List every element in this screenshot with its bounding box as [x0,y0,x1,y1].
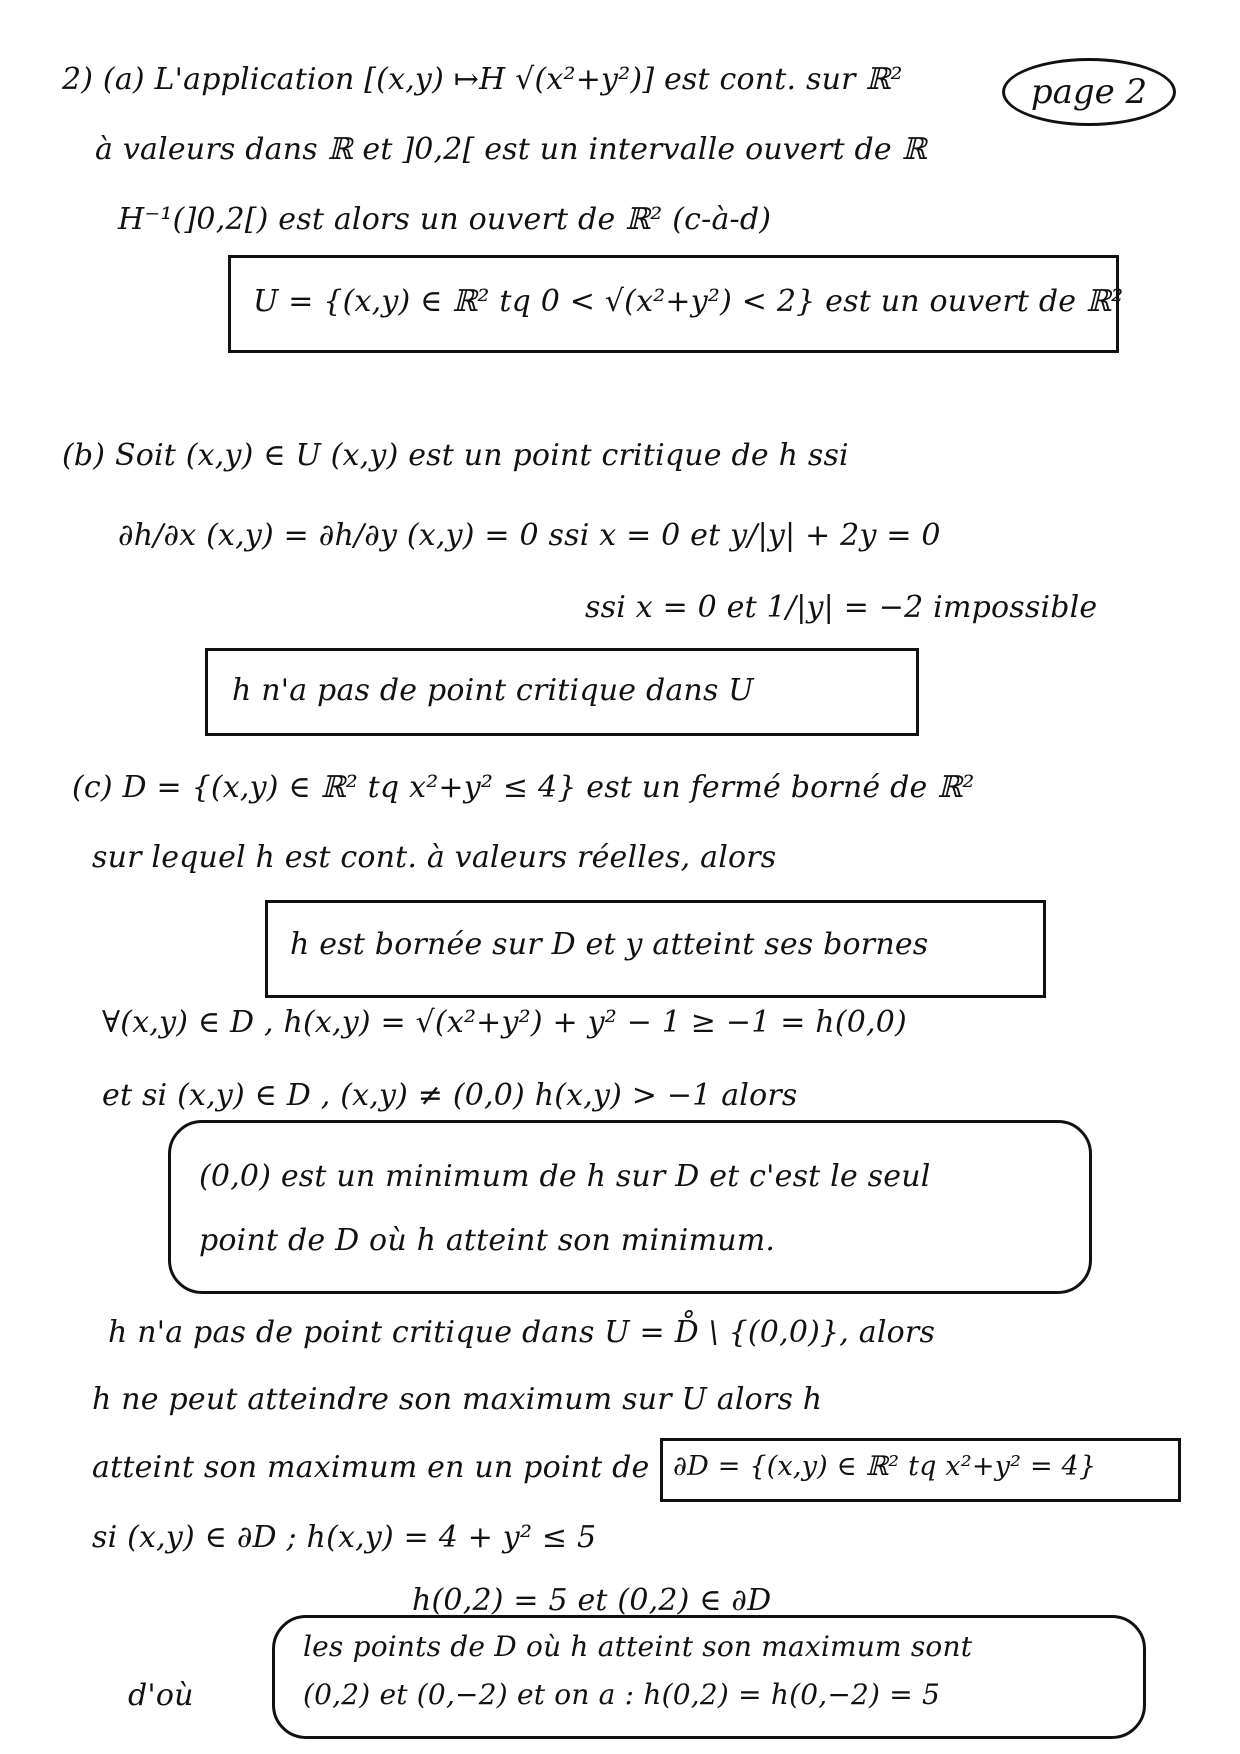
boxed-result-minimum [168,1120,1092,1294]
line-values-interval: à valeurs dans ℝ et ]0,2[ est un intervalle ouvert de ℝ [95,132,927,167]
boxed-result-u-open [228,255,1124,353]
line-preimage-open: H⁻¹(]0,2[) est alors un ouvert de ℝ² (c-à-d) [118,202,772,237]
boxed-result-bounded [265,900,1046,998]
line-part-b-intro: (b) Soit (x,y) ∈ U (x,y) est un point critique de h ssi [62,438,849,473]
boxed-result-maximum [272,1615,1146,1739]
page-number-tag: page 2 [1002,58,1176,126]
box-maximum-line-1: les points de D où h atteint son maximum sont [303,1630,973,1663]
line-h-on-boundary: si (x,y) ∈ ∂D ; h(x,y) = 4 + y² ≤ 5 [92,1520,597,1555]
line-partial-derivatives: ∂h/∂x (x,y) = ∂h/∂y (x,y) = 0 ssi x = 0 et y/|y| + 2y = 0 [118,518,941,553]
line-part-a-intro: 2) (a) L'application [(x,y) ↦H √(x²+y²)] est cont. sur ℝ² [62,62,903,97]
line-part-c-domain: (c) D = {(x,y) ∈ ℝ² tq x²+y² ≤ 4} est un fermé borné de ℝ² [72,770,975,805]
line-conclusion-prefix: d'où [128,1678,194,1713]
boxed-result-no-critical-point [205,648,919,736]
line-continuous-real: sur lequel h est cont. à valeurs réelles, alors [92,840,777,875]
box-maximum-line-2: (0,2) et (0,−2) et on a : h(0,2) = h(0,−2) = 5 [303,1678,940,1711]
line-no-critical-interior: h n'a pas de point critique dans U = D̊ \ {(0,0)}, alors [108,1315,936,1350]
box-minimum-line-1: (0,0) est un minimum de h sur D et c'est le seul [199,1159,931,1194]
line-max-on-boundary: atteint son maximum en un point de [92,1450,650,1485]
box-bounded-text: h est bornée sur D et y atteint ses bornes [290,927,929,962]
line-strict-inequality: et si (x,y) ∈ D , (x,y) ≠ (0,0) h(x,y) > −1 alors [102,1078,798,1113]
box-u-text: U = {(x,y) ∈ ℝ² tq 0 < √(x²+y²) < 2} est un ouvert de ℝ² [253,284,1124,319]
box-no-critical-text: h n'a pas de point critique dans U [232,673,754,708]
line-impossible: ssi x = 0 et 1/|y| = −2 impossible [585,590,1098,625]
line-max-not-in-u: h ne peut atteindre son maximum sur U alors h [92,1382,823,1417]
box-minimum-line-2: point de D où h atteint son minimum. [199,1223,776,1258]
line-h-value-at-0-2: h(0,2) = 5 et (0,2) ∈ ∂D [412,1583,772,1618]
line-h-lower-bound: ∀(x,y) ∈ D , h(x,y) = √(x²+y²) + y² − 1 ≥ −1 = h(0,0) [102,1005,907,1040]
boxed-boundary-set [660,1438,1181,1502]
box-boundary-text: ∂D = {(x,y) ∈ ℝ² tq x²+y² = 4} [673,1451,1097,1482]
